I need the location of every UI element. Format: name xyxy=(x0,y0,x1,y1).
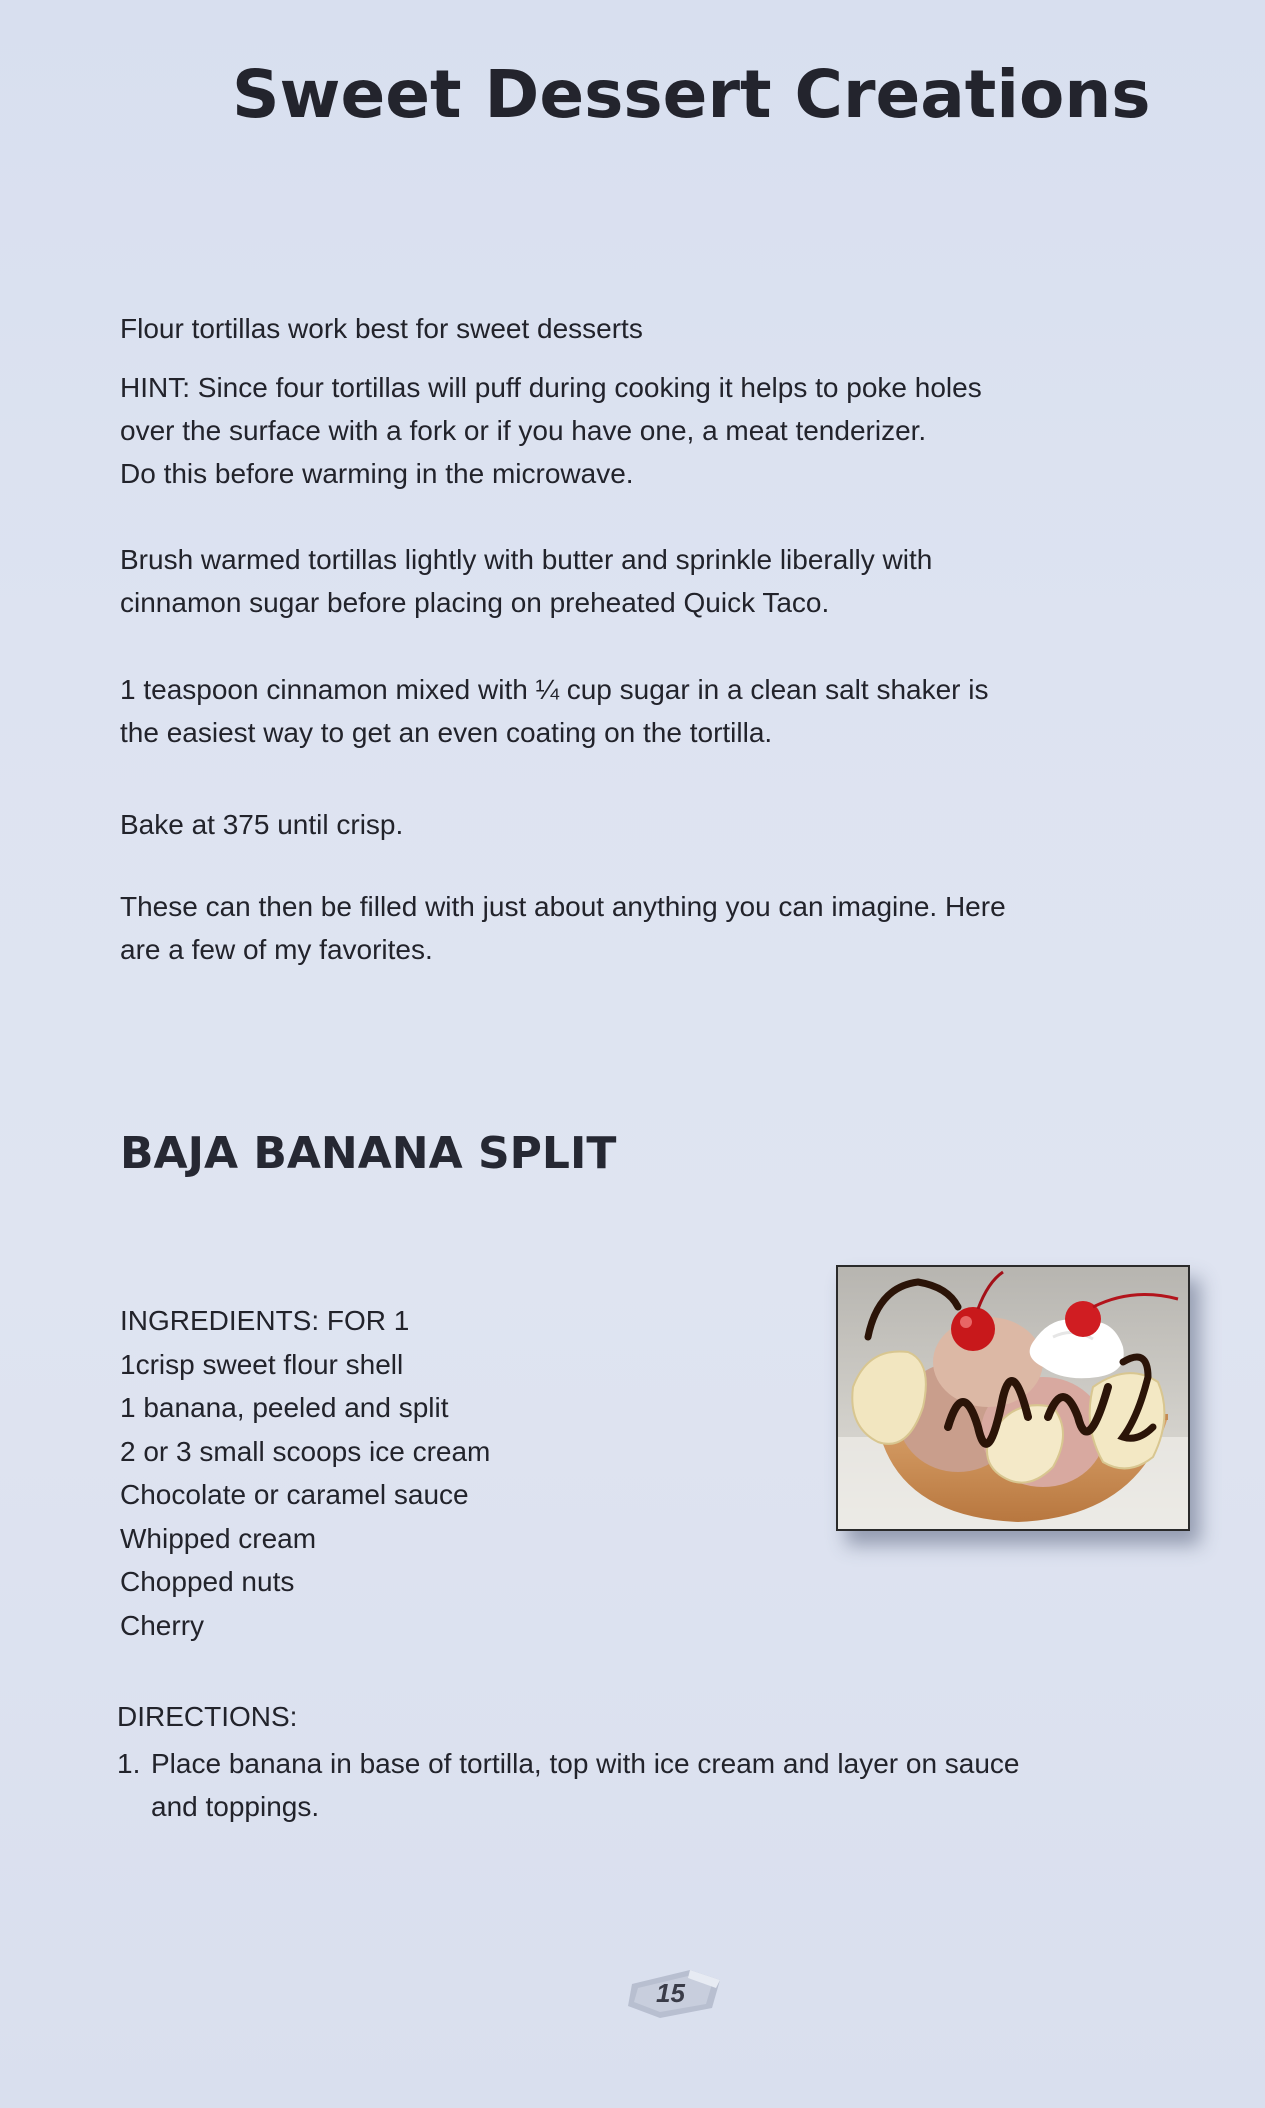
step-text xyxy=(151,1742,1020,1828)
ingredient-item: 2 or 3 small scoops ice cream xyxy=(120,1435,491,1467)
ingredient-item: 1 banana, peeled and split xyxy=(120,1392,449,1423)
text-line: Brush warmed tortillas lightly with butter and sprinkle liberally with xyxy=(120,544,933,575)
banana-split-photo xyxy=(836,1265,1190,1531)
text-line: Bake at 375 until crisp. xyxy=(120,809,404,840)
step-number: 1. xyxy=(117,1748,141,1779)
text-line: over the surface with a fork or if you have one, a meat tenderizer. xyxy=(120,415,927,446)
text-line: and toppings. xyxy=(151,1791,320,1822)
hint-paragraph xyxy=(120,366,1170,495)
text-line: These can then be filled with just about anything you can imagine. Here xyxy=(120,891,1006,922)
page-number-badge xyxy=(620,1962,730,2024)
page-number: 15 xyxy=(656,1978,685,2008)
cinnamon-paragraph xyxy=(120,668,1170,754)
directions-list xyxy=(117,1742,1197,1828)
ingredient-item: Chopped nuts xyxy=(120,1566,295,1597)
intro-paragraph-1 xyxy=(120,307,1170,350)
page-title: Sweet Dessert Creations xyxy=(232,56,1151,133)
text-line: are a few of my favorites. xyxy=(120,934,433,965)
text-line: 1 teaspoon cinnamon mixed with ¼ cup sugar in a clean salt shaker is xyxy=(120,674,989,705)
ingredients-list xyxy=(120,1299,490,1647)
fill-paragraph xyxy=(120,885,1170,971)
bake-paragraph xyxy=(120,803,1170,846)
ingredients-label: INGREDIENTS: FOR 1 xyxy=(120,1305,410,1336)
text-line: HINT: Since four tortillas will puff during cooking it helps to poke holes xyxy=(120,372,982,403)
text-line: Place banana in base of tortilla, top with ice cream and layer on sauce xyxy=(151,1748,1020,1779)
ingredient-item: Whipped cream xyxy=(120,1522,317,1554)
ingredient-item: 1crisp sweet flour shell xyxy=(120,1348,404,1380)
banana-split-illustration xyxy=(838,1267,1188,1529)
brush-paragraph xyxy=(120,538,1170,624)
direction-step xyxy=(117,1742,1197,1828)
directions-label: DIRECTIONS: xyxy=(117,1701,298,1732)
text-line: the easiest way to get an even coating on the tortilla. xyxy=(120,717,773,748)
text-line: Do this before warming in the microwave. xyxy=(120,458,634,489)
ingredient-item: Cherry xyxy=(120,1609,205,1641)
recipe-title: BAJA BANANA SPLIT xyxy=(120,1128,617,1179)
text-line: Flour tortillas work best for sweet desserts xyxy=(120,313,643,344)
text-line: cinnamon sugar before placing on preheated Quick Taco. xyxy=(120,587,830,618)
ingredient-item: Chocolate or caramel sauce xyxy=(120,1479,469,1510)
